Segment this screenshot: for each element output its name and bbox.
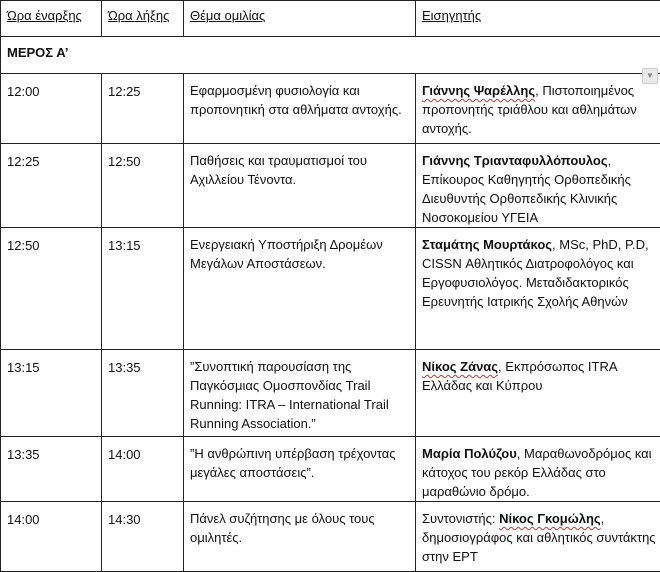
header-end: Ώρα λήξης <box>102 1 184 37</box>
table-row <box>1 437 660 502</box>
speaker-cell <box>416 228 660 350</box>
speaker-cell <box>416 502 660 572</box>
end-time: 14:00 <box>102 437 184 502</box>
chevron-down-icon[interactable]: ▼ <box>642 68 658 84</box>
header-row <box>1 1 660 37</box>
topic-cell: ”Συνοπτική παρουσίαση της Παγκόσμιας Ομοσπονδίας Trail Running: ITRA – International Trail Running Association.” <box>184 350 416 437</box>
topic-cell: Εφαρμοσμένη φυσιολογία και προπονητική στα αθλήματα αντοχής. <box>184 74 416 144</box>
end-time: 12:50 <box>102 144 184 228</box>
speaker-name: Νίκος Γκομώλης <box>499 511 601 526</box>
end-time: 12:25 <box>102 74 184 144</box>
end-time: 14:30 <box>102 502 184 572</box>
speaker-cell <box>416 350 660 437</box>
table-row <box>1 228 660 350</box>
section-row <box>1 37 660 74</box>
start-time: 13:35 <box>1 437 102 502</box>
speaker-prefix: Συντονιστής: <box>422 511 499 526</box>
speaker-description: , Εκπρόσωπος ITRA Ελλάδας και Κύπρου <box>422 359 617 393</box>
start-time: 14:00 <box>1 502 102 572</box>
topic-cell: Πάνελ συζήτησης με όλους τους ομιλητές. <box>184 502 416 572</box>
speaker-name: Γιάννης Τριανταφυλλόπουλος <box>422 153 608 168</box>
topic-cell: Παθήσεις και τραυματισμοί του Αχιλλείου Τένοντα. <box>184 144 416 228</box>
speaker-cell <box>416 74 660 144</box>
header-topic: Θέμα ομιλίας <box>184 1 416 37</box>
topic-cell: ”Η ανθρώπινη υπέρβαση τρέχοντας μεγάλες αποστάσεις”. <box>184 437 416 502</box>
header-speaker: Εισηγητής <box>416 1 660 37</box>
start-time: 12:25 <box>1 144 102 228</box>
speaker-description: , δημοσιογράφος και αθλητικός συντάκτης στην ΕΡΤ <box>422 511 656 564</box>
speaker-name: Νίκος Ζάνας <box>422 359 498 374</box>
speaker-description: , MSc, PhD, P.D, CISSN Αθλητικός Διατροφολόγος και Εργοφυσιολόγος. Μεταδιδακτορικός Ερευνητής Ιατρικής Σχολής Αθηνών <box>422 237 649 309</box>
start-time: 12:00 <box>1 74 102 144</box>
header-start: Ώρα έναρξης <box>1 1 102 37</box>
speaker-name: Μαρία Πολύζου <box>422 446 517 461</box>
start-time: 13:15 <box>1 350 102 437</box>
speaker-description: , Πιστοποιημένος προπονητής τριάθλου και αθλημάτων αντοχής. <box>422 83 637 136</box>
speaker-description: , Επίκουρος Καθηγητής Ορθοπεδικής Διευθυντής Ορθοπεδικής Κλινικής Νοσοκομείου ΥΓΕΙΑ <box>422 153 631 225</box>
topic-cell: Ενεργειακή Υποστήριξη Δρομέων Μεγάλων Αποστάσεων. <box>184 228 416 350</box>
end-time: 13:15 <box>102 228 184 350</box>
table-row <box>1 350 660 437</box>
table-row <box>1 502 660 572</box>
speaker-description: , Μαραθωνοδρόμος και κάτοχος του ρεκόρ Ελλάδας στο μαραθώνιο δρόμο. <box>422 446 652 499</box>
speaker-cell <box>416 437 660 502</box>
speaker-name: Γιάννης Ψαρέλλης <box>422 83 535 98</box>
speaker-name: Σταμάτης Μουρτάκος <box>422 237 552 252</box>
start-time: 12:50 <box>1 228 102 350</box>
table-row <box>1 74 660 144</box>
table-row <box>1 144 660 228</box>
section-title: ΜΕΡΟΣ Α’ <box>1 37 660 74</box>
speaker-cell <box>416 144 660 228</box>
end-time: 13:35 <box>102 350 184 437</box>
